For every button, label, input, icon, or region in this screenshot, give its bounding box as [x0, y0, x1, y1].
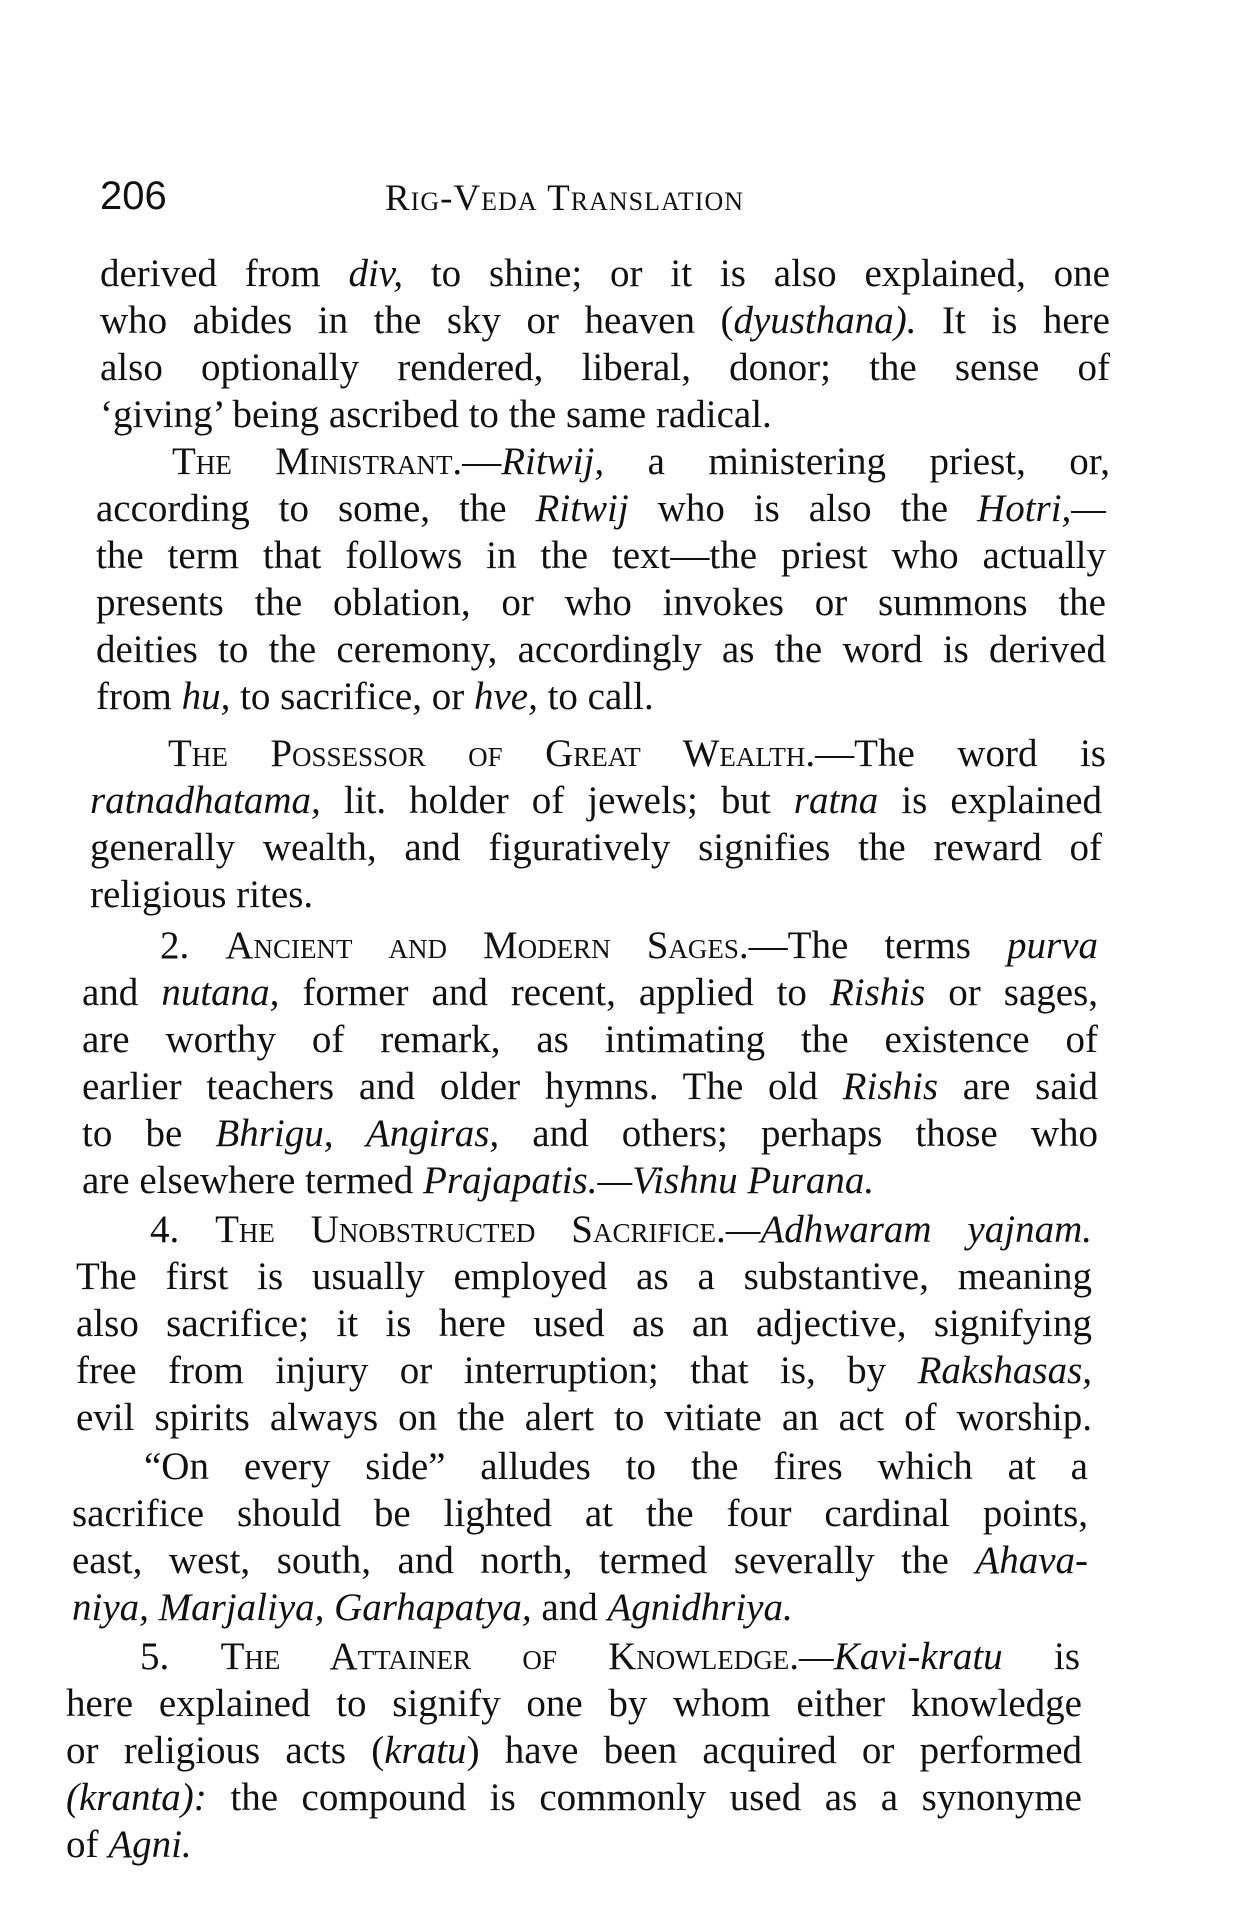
section-heading: The Ministrant. — [172, 440, 463, 483]
text-line: also sacrifice; it is here used as an adjective, signifying — [76, 1302, 1092, 1345]
text-line: or religious acts (kratu) have been acquired or performed — [66, 1729, 1083, 1772]
text-line: (kranta): the compound is commonly used as a synonyme — [66, 1776, 1082, 1819]
text-line: The Possessor of Great Wealth.—The word is — [168, 732, 1106, 775]
page-header — [100, 168, 1110, 228]
page-number: 206 — [100, 174, 167, 218]
text-line: ratnadhatama, lit. holder of jewels; but ratna is explained — [90, 779, 1102, 822]
text-line: of Agni. — [66, 1823, 192, 1866]
text-line: evil spirits always on the alert to vitiate an act of worship. — [76, 1396, 1092, 1439]
text-line: deities to the ceremony, accordingly as the word is derived — [96, 628, 1106, 671]
text-line: The first is usually employed as a substantive, meaning — [76, 1255, 1092, 1298]
section-heading: The Attainer of Knowledge. — [220, 1635, 800, 1678]
text-line: and nutana, former and recent, applied to Rishis or sages, — [82, 971, 1099, 1014]
text-line: ‘giving’ being ascribed to the same radical. — [100, 393, 772, 436]
text-line: from hu, to sacrifice, or hve, to call. — [96, 675, 654, 718]
text-line: east, west, south, and north, termed severally the Ahava- — [72, 1539, 1088, 1582]
text-line: 2. Ancient and Modern Sages.—The terms purva — [160, 924, 1099, 967]
text-line: derived from div, to shine; or it is also explained, one — [100, 252, 1110, 295]
running-head: Rig-Veda Translation — [385, 178, 744, 219]
text-line: to be Bhrigu, Angiras, and others; perhaps those who — [82, 1112, 1098, 1155]
text-line: generally wealth, and figuratively signifies the reward of — [90, 826, 1102, 869]
section-heading: The Possessor of Great Wealth. — [168, 732, 816, 775]
text-line: here explained to signify one by whom either knowledge — [66, 1682, 1082, 1725]
text-line: are elsewhere termed Prajapatis.—Vishnu Purana. — [82, 1159, 875, 1202]
text-line: niya, Marjaliya, Garhapatya, and Agnidhriya. — [72, 1586, 793, 1629]
text-line: 4. The Unobstructed Sacrifice.—Adhwaram yajnam. — [150, 1208, 1092, 1251]
text-line: sacrifice should be lighted at the four cardinal points, — [72, 1492, 1088, 1535]
section-heading: Ancient and Modern Sages. — [225, 924, 749, 967]
text-line: earlier teachers and older hymns. The old Rishis are said — [82, 1065, 1098, 1108]
text-line: the term that follows in the text—the priest who actually — [96, 534, 1106, 577]
text-line: 5. The Attainer of Knowledge.—Kavi-kratu is — [140, 1635, 1080, 1678]
section-heading: The Unobstructed Sacrifice. — [215, 1208, 726, 1251]
text-line: also optionally rendered, liberal, donor; the sense of — [100, 346, 1110, 389]
text-line: according to some, the Ritwij who is also the Hotri,— — [96, 487, 1106, 530]
text-line: “On every side” alludes to the fires which at a — [144, 1445, 1088, 1488]
text-line: are worthy of remark, as intimating the existence of — [82, 1018, 1098, 1061]
text-line: The Ministrant.—Ritwij, a ministering priest, or, — [172, 440, 1110, 483]
text-line: religious rites. — [90, 873, 314, 916]
text-line: free from injury or interruption; that is, by Rakshasas, — [76, 1349, 1092, 1392]
text-line: presents the oblation, or who invokes or summons the — [96, 581, 1106, 624]
text-line: who abides in the sky or heaven (dyusthana). It is here — [100, 299, 1110, 342]
